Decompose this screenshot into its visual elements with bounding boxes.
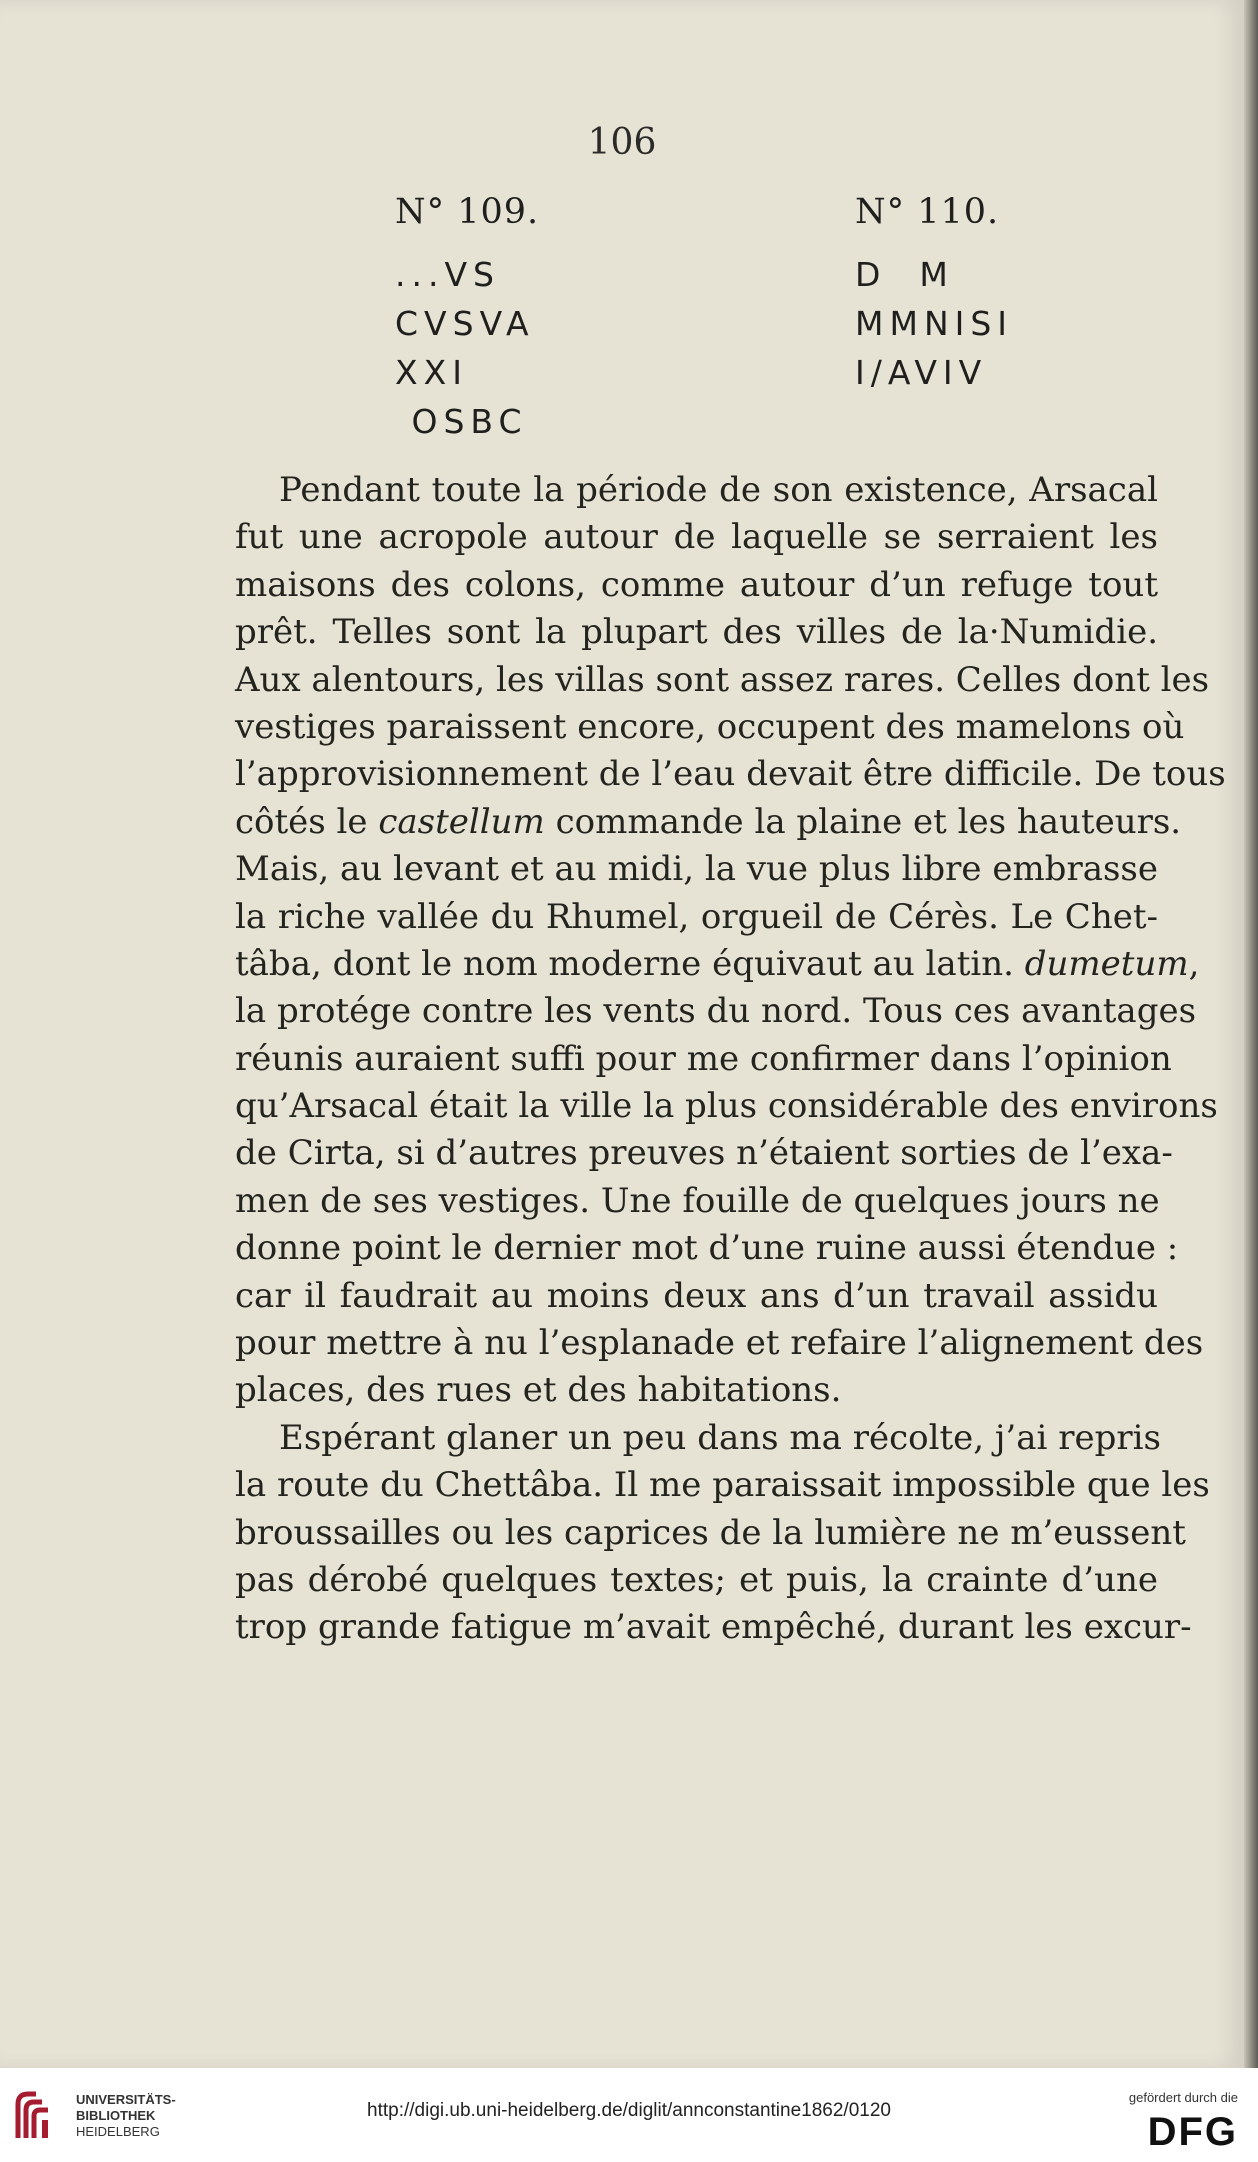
text-line: Aux alentours, les villas sont assez rares. Celles dont les	[235, 659, 1210, 700]
inscription-110	[855, 190, 1013, 397]
text-line: Pendant toute la période de son existence, Arsacal	[279, 470, 1158, 510]
text-line: de Cirta, si d’autres preuves n’étaient sorties de l’exa-	[235, 1133, 1173, 1174]
inscription-line: XXI	[395, 353, 468, 392]
inscription-109	[395, 190, 539, 446]
page-edge	[1244, 0, 1258, 2068]
text-line: car il faudrait au moins deux ans d’un travail assidu	[235, 1275, 1158, 1316]
funding-label: gefördert durch die	[1128, 2090, 1238, 2105]
text-line: la protége contre les vents du nord. Tous ces avantages	[235, 991, 1197, 1032]
library-name-line: UNIVERSITÄTS-	[76, 2092, 176, 2107]
text-line: réunis auraient suffi pour me confirmer dans l’opinion	[235, 1038, 1172, 1079]
text-line: donne point le dernier mot d’une ruine aussi étendue :	[235, 1228, 1179, 1269]
library-name-line: BIBLIOTHEK	[76, 2108, 156, 2123]
text-line: Mais, au levant et au midi, la vue plus libre embrasse	[235, 849, 1158, 890]
text-line: broussailles ou les caprices de la lumière ne m’eussent	[235, 1512, 1186, 1553]
text-line: la riche vallée du Rhumel, orgueil de Cérès. Le Chet-	[235, 896, 1158, 937]
text-line: fut une acropole autour de laquelle se serraient les	[235, 517, 1158, 558]
text-line: vestiges paraissent encore, occupent des mamelons où	[235, 706, 1185, 747]
inscription-title: N° 109.	[395, 192, 540, 232]
inscription-line: D M	[855, 255, 954, 294]
text-line	[235, 941, 1200, 988]
italic-term: castellum	[378, 801, 545, 842]
inscription-line: OSBC	[395, 402, 528, 441]
text-segment: côtés le	[235, 801, 379, 842]
inscription-line: CVSVA	[395, 304, 535, 343]
permalink-url[interactable]: http://digi.ub.uni-heidelberg.de/diglit/annconstantine1862/0120	[367, 2100, 891, 2121]
text-line: qu’Arsacal était la ville la plus considérable des environs	[235, 1086, 1218, 1127]
text-line: la route du Chettâba. Il me paraissait impossible que les	[235, 1465, 1210, 1506]
text-line: Espérant glaner un peu dans ma récolte, j’ai repris	[279, 1417, 1161, 1458]
inscription-title: N° 110.	[855, 192, 1000, 232]
text-line: prêt. Telles sont la plupart des villes de la·Numidie.	[235, 612, 1158, 653]
text-line	[235, 799, 1182, 846]
text-line: men de ses vestiges. Une fouille de quelques jours ne	[235, 1180, 1160, 1221]
inscription-line: MMNISI	[855, 304, 1014, 343]
text-segment: commande la plaine et les hauteurs.	[544, 801, 1182, 842]
inscription-line: I/AVIV	[855, 353, 988, 392]
text-line: pour mettre à nu l’esplanade et refaire l’alignement des	[235, 1323, 1204, 1364]
text-line: pas dérobé quelques textes; et puis, la crainte d’une	[235, 1559, 1158, 1600]
text-line: maisons des colons, comme autour d’un refuge tout	[235, 564, 1158, 605]
dfg-logo: DFG	[1147, 2110, 1238, 2154]
library-name-line: HEIDELBERG	[76, 2124, 160, 2139]
italic-term: dumetum	[1024, 943, 1189, 984]
page-number: 106	[587, 122, 657, 163]
text-line: places, des rues et des habitations.	[235, 1370, 842, 1411]
text-segment: ,	[1188, 943, 1200, 984]
text-segment: tâba, dont le nom moderne équivaut au latin.	[235, 943, 1025, 984]
text-line: l’approvisionnement de l’eau devait être difficile. De tous	[235, 754, 1226, 795]
body-text	[235, 467, 1226, 1652]
inscription-line: ...VS	[395, 255, 500, 294]
text-line: trop grande fatigue m’avait empêché, durant les excur-	[235, 1607, 1192, 1648]
